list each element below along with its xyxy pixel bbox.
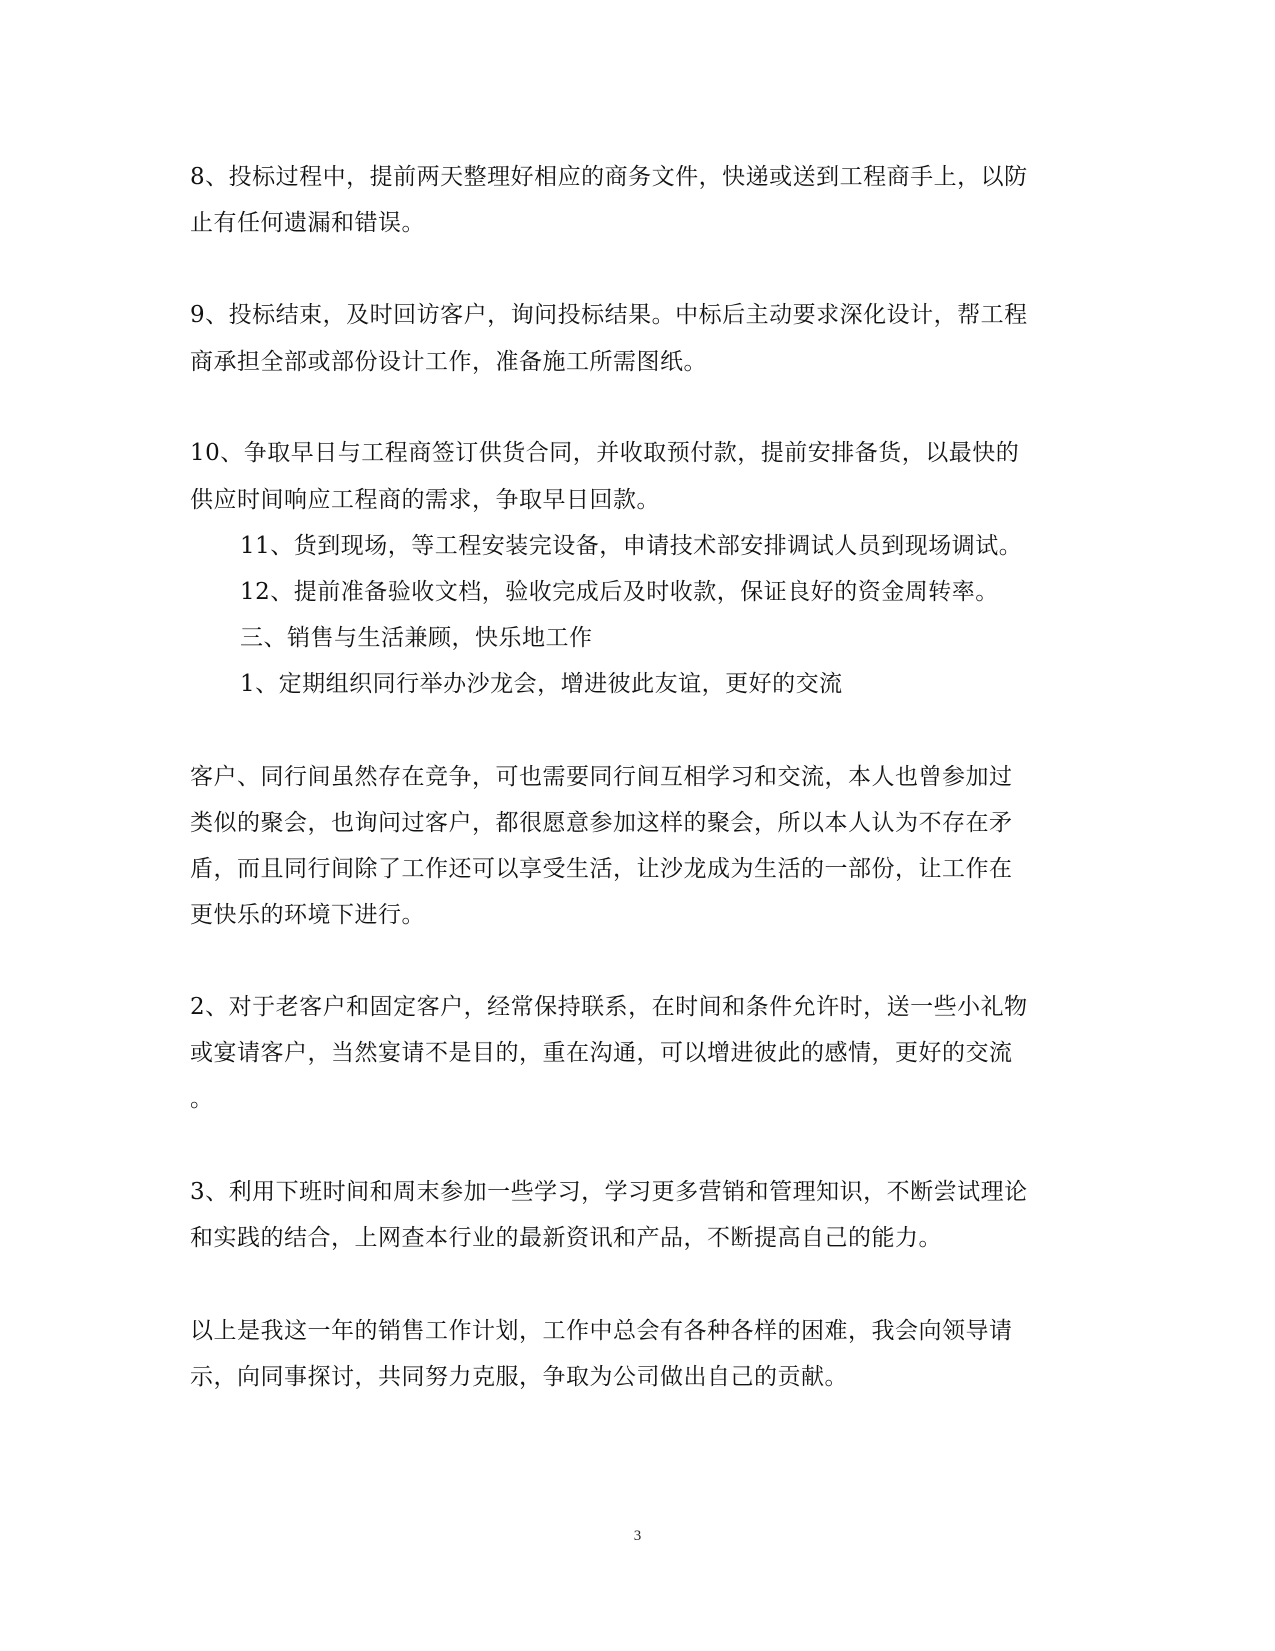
item-3-line-1: 3、利用下班时间和周末参加一些学习，学习更多营销和管理知识，不断尝试理论 — [190, 1179, 1028, 1205]
paragraph-10-line-1: 10、争取早日与工程商签订供货合同，并收取预付款，提前安排备货，以最快的 — [190, 440, 1020, 466]
closing-paragraph-line-1: 以上是我这一年的销售工作计划，工作中总会有各种各样的困难，我会向领导请 — [190, 1318, 1013, 1344]
item-2-line-1: 2、对于老客户和固定客户，经常保持联系，在时间和条件允许时，送一些小礼物 — [190, 994, 1028, 1020]
paragraph-9-line-1: 9、投标结束，及时回访客户，询问投标结果。中标后主动要求深化设计，帮工程 — [190, 302, 1028, 328]
paragraph-customers-line-3: 盾，而且同行间除了工作还可以享受生活，让沙龙成为生活的一部份，让工作在 — [190, 856, 1013, 882]
paragraph-9-line-2: 商承担全部或部份设计工作，准备施工所需图纸。 — [190, 349, 707, 375]
page-number: 3 — [633, 1528, 642, 1544]
paragraph-customers-line-1: 客户、同行间虽然存在竞争，可也需要同行间互相学习和交流，本人也曾参加过 — [190, 764, 1013, 790]
paragraph-11: 11、货到现场，等工程安装完设备，申请技术部安排调试人员到现场调试。 — [240, 533, 1023, 559]
paragraph-8-line-1: 8、投标过程中，提前两天整理好相应的商务文件，快递或送到工程商手上，以防 — [190, 164, 1028, 190]
paragraph-customers-line-2: 类似的聚会，也询问过客户，都很愿意参加这样的聚会，所以本人认为不存在矛 — [190, 810, 1013, 836]
item-2-line-3: 。 — [190, 1086, 214, 1112]
paragraph-12: 12、提前准备验收文档，验收完成后及时收款，保证良好的资金周转率。 — [240, 579, 999, 605]
section-heading: 三、销售与生活兼顾，快乐地工作 — [240, 625, 593, 651]
item-3-line-2: 和实践的结合，上网查本行业的最新资讯和产品，不断提高自己的能力。 — [190, 1225, 942, 1251]
closing-paragraph-line-2: 示，向同事探讨，共同努力克服，争取为公司做出自己的贡献。 — [190, 1364, 848, 1390]
paragraph-customers-line-4: 更快乐的环境下进行。 — [190, 902, 425, 928]
item-1: 1、定期组织同行举办沙龙会，增进彼此友谊，更好的交流 — [240, 671, 843, 697]
paragraph-8-line-2: 止有任何遗漏和错误。 — [190, 210, 425, 236]
item-2-line-2: 或宴请客户，当然宴请不是目的，重在沟通，可以增进彼此的感情，更好的交流 — [190, 1040, 1013, 1066]
paragraph-10-line-2: 供应时间响应工程商的需求，争取早日回款。 — [190, 487, 660, 513]
